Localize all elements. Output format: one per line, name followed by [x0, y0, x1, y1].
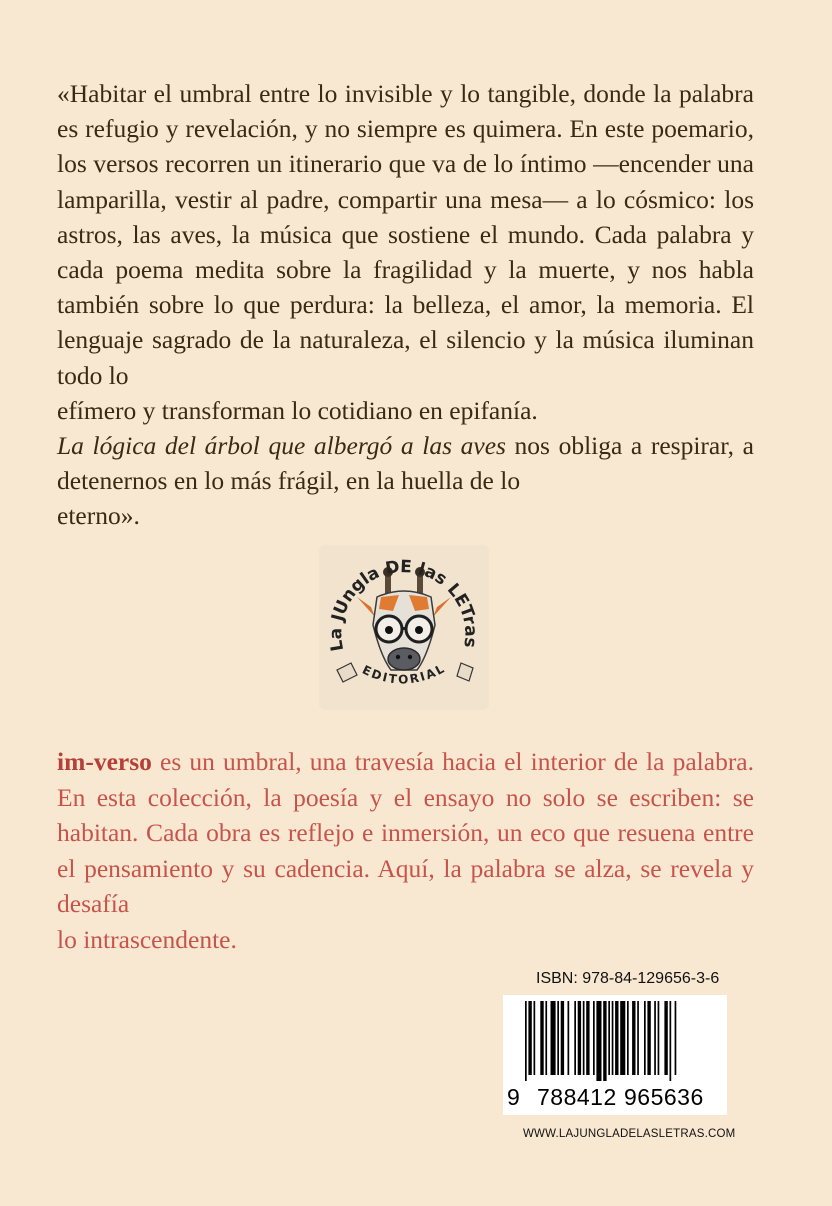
barcode-bar: [603, 1001, 606, 1081]
barcode-bar: [557, 1001, 559, 1075]
barcode-digit-first: 9: [507, 1084, 521, 1110]
barcode-bar: [620, 1001, 625, 1075]
series-paragraph: [57, 744, 754, 922]
series-description: [57, 744, 754, 957]
barcode-digits-left: 788412: [537, 1084, 617, 1110]
barcode-bar: [632, 1001, 635, 1075]
blurb-paragraph-1: [57, 76, 754, 393]
barcode-bar: [528, 1001, 531, 1075]
barcode-bar: [586, 1001, 589, 1075]
barcode-bar: [545, 1001, 547, 1075]
book-title: La lógica del árbol que albergó a las aves: [57, 431, 506, 461]
barcode-bar: [578, 1001, 581, 1075]
publisher-website: WWW.LAJUNGLADELASLETRAS.COM: [523, 1128, 736, 1140]
blurb-paragraph-2-end: eterno».: [57, 501, 140, 531]
barcode-bar: [568, 1001, 570, 1075]
giraffe-with-glasses-icon: [319, 545, 489, 710]
blurb-paragraph-1-end: efímero y transforman lo cotidiano en epifanía.: [57, 395, 538, 425]
barcode-bar: [583, 1001, 585, 1075]
series-text: es un umbral, una travesía hacia el interior de la palabra. En esta colección, la poesía y el ensayo no solo se escriben: se habitan. Cada obra es reflejo e inmersión, un eco que resuena entre el pensamiento y su cadencia. Aquí, la palabra se alza, se revela y desafía: [57, 747, 754, 918]
barcode-bar: [525, 1001, 527, 1081]
barcode-bar: [534, 1001, 536, 1075]
logo-top-text: La JUngla DE las LETras: [326, 556, 481, 653]
barcode-bar: [612, 1001, 614, 1075]
blurb-paragraph-1-text: «Habitar el umbral entre lo invisible y lo tangible, donde la palabra es refugio y revelación, y no siempre es quimera. En este poemario, los versos recorren un itinerario que va de lo íntimo —encender una lamparilla, vestir al padre, compartir una mesa— a lo cósmico: los astros, las aves, la música que sostiene el mundo. Cada palabra y cada poema medita sobre la fragilidad y la muerte, y nos habla también sobre lo que perdura: la belleza, el amor, la memoria. El lenguaje sagrado de la naturaleza, el silencio y la música iluminan todo lo: [57, 79, 754, 390]
isbn-label: ISBN: 978-84-129656-3-6: [536, 970, 720, 987]
logo-bottom-text: EDITORIAL: [360, 660, 449, 687]
barcode-digits-right: 965636: [624, 1084, 704, 1110]
barcode-bar: [670, 1001, 672, 1081]
barcode-bar: [540, 1001, 543, 1075]
barcode-bar: [627, 1001, 629, 1075]
barcode-bar: [664, 1001, 667, 1075]
barcode-bars: [503, 995, 727, 1081]
blurb-paragraph-2-text: nos obliga a respirar, a detenernos en lo más frágil, en la huella de lo: [57, 431, 754, 496]
blurb-paragraph-2: [57, 428, 754, 498]
barcode-bar: [654, 1001, 656, 1075]
series-paragraph-end: lo intrascendente.: [57, 924, 237, 954]
barcode-bar: [561, 1001, 564, 1075]
barcode-bar: [658, 1001, 660, 1075]
publisher-logo: [319, 545, 489, 710]
barcode-bar: [593, 1001, 595, 1075]
barcode-bar: [574, 1001, 576, 1075]
barcode-bar: [615, 1001, 618, 1075]
series-name: im-verso: [57, 747, 152, 776]
barcode-bar: [647, 1001, 650, 1075]
barcode-bar: [644, 1001, 646, 1075]
barcode-bar: [675, 1001, 677, 1075]
barcode-bar: [608, 1001, 610, 1075]
barcode-bar: [637, 1001, 639, 1075]
back-cover-blurb: [57, 76, 754, 534]
barcode-bar: [596, 1001, 601, 1081]
barcode-bar: [551, 1001, 556, 1075]
